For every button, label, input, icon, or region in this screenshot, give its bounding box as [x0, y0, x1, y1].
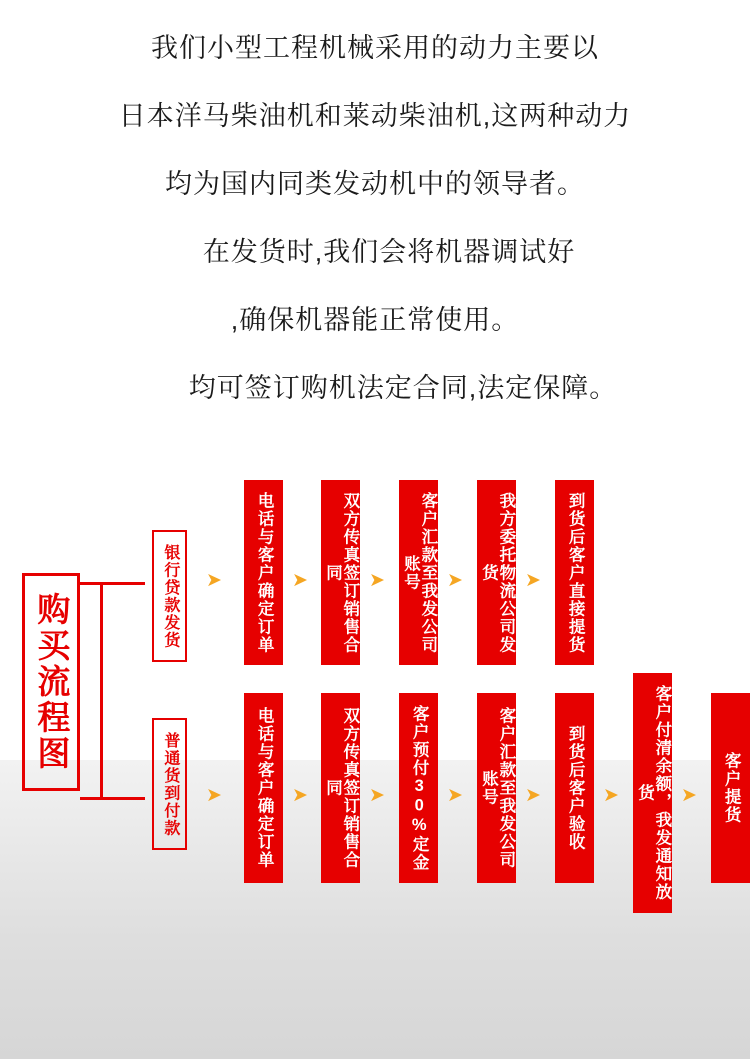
flow-step-top-5[interactable]: 到货后客户直接提货 — [555, 480, 594, 665]
flow-step-bottom-5[interactable]: 到货后客户验收 — [555, 693, 594, 883]
connector-branch-bottom-stub — [100, 797, 145, 800]
flow-step-bottom-3[interactable]: 客户预付30%定金 — [399, 693, 438, 883]
flow-title-box: 购买流程图 — [22, 573, 80, 791]
flow-step-bottom-2[interactable]: 双方传真签订销售合同 — [321, 693, 360, 883]
paragraph-line: 我们小型工程机械采用的动力主要以 — [151, 33, 599, 63]
arrow-icon: ➤ — [292, 785, 308, 806]
arrow-icon: ➤ — [525, 785, 541, 806]
paragraph-line: 均可签订购机法定合同,法定保障。 — [132, 373, 618, 403]
paragraph-line: 均为国内同类发动机中的领导者。 — [165, 169, 585, 199]
arrow-icon: ➤ — [206, 570, 222, 591]
arrow-icon: ➤ — [369, 570, 385, 591]
connector-title-vertical — [100, 582, 103, 800]
flow-step-top-4[interactable]: 我方委托物流公司发货 — [477, 480, 516, 665]
flow-step-bottom-1[interactable]: 电话与客户确定订单 — [244, 693, 283, 883]
flow-step-top-3[interactable]: 客户汇款至我发公司账号 — [399, 480, 438, 665]
arrow-icon: ➤ — [603, 785, 619, 806]
arrow-icon: ➤ — [681, 785, 697, 806]
flow-step-bottom-4[interactable]: 客户汇款至我发公司账号 — [477, 693, 516, 883]
paragraph-line: 在发货时,我们会将机器调试好 — [174, 237, 576, 267]
arrow-icon: ➤ — [206, 785, 222, 806]
arrow-icon: ➤ — [525, 570, 541, 591]
arrow-icon: ➤ — [447, 570, 463, 591]
flow-step-top-2[interactable]: 双方传真签订销售合同 — [321, 480, 360, 665]
arrow-icon: ➤ — [369, 785, 385, 806]
intro-paragraph — [0, 0, 750, 422]
purchase-flow-diagram — [0, 430, 750, 950]
paragraph-line: 日本洋马柴油机和莱动柴油机,这两种动力 — [118, 101, 632, 131]
flow-step-bottom-6[interactable]: 客户付清余额，我发通知放货 — [633, 673, 672, 913]
flow-step-top-1[interactable]: 电话与客户确定订单 — [244, 480, 283, 665]
branch-bank-loan[interactable]: 银行贷款发货 — [152, 530, 187, 662]
branch-cash-on-delivery[interactable]: 普通货到付款 — [152, 718, 187, 850]
flow-step-bottom-7[interactable]: 客户提货 — [711, 693, 750, 883]
paragraph-line: ,确保机器能正常使用。 — [230, 305, 520, 335]
arrow-icon: ➤ — [447, 785, 463, 806]
arrow-icon: ➤ — [292, 570, 308, 591]
connector-branch-top-stub — [100, 582, 145, 585]
